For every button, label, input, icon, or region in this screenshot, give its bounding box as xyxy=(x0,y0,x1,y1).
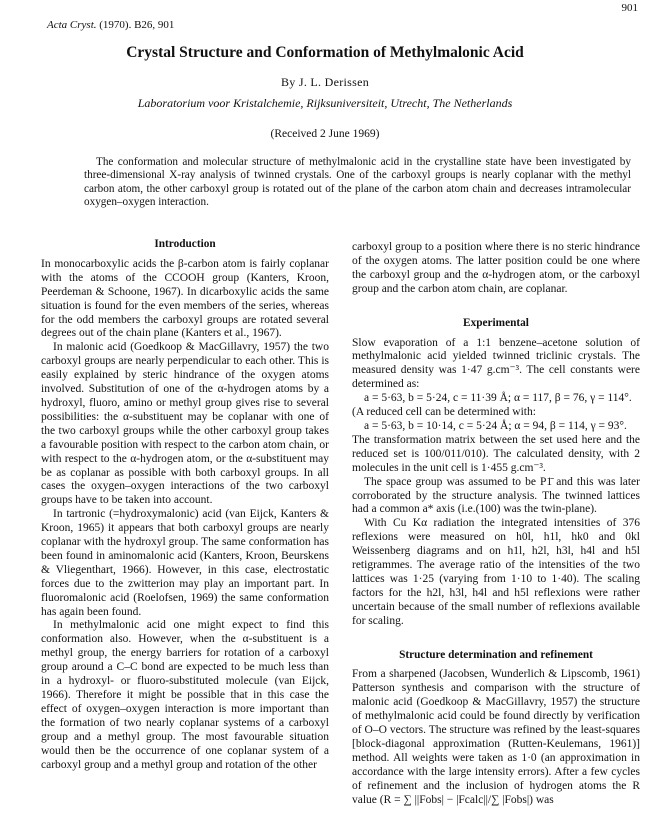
intro-paragraph-2: In malonic acid (Goedkoop & MacGillavry, 1957) the two carboxyl groups are nearly perpendicular to each other. This is easily explained by steric hindrance of the oxygen atoms involved. Substitution of one of the α-hydrogen atoms by a hydroxyl, fluoro, amino or methyl group gives rise to several possibilities: the α-substituent may be coplanar with one of the two carboxyl groups while the other carboxyl group takes a favourable position with respect to the carbon atom chain, or with respect to the α-hydrogen atom, or the α-substituent may be as coplanar as possible with both carboxyl groups. In all cases the oxygen–oxygen interactions of the two carboxyl groups have to be taken into account. xyxy=(41,341,329,507)
section-heading-introduction: Introduction xyxy=(154,238,216,250)
left-column xyxy=(41,232,329,772)
section-heading-experimental: Experimental xyxy=(463,316,529,329)
article-author: By J. L. Derissen xyxy=(280,75,370,89)
received-date: (Received 2 June 1969) xyxy=(270,128,380,140)
journal-name: Acta Cryst. xyxy=(47,19,97,31)
reduced-cell-equation: a = 5·63, b = 10·14, c = 5·24 Å; α = 94, β = 114, γ = 93°. xyxy=(364,419,627,432)
journal-citation xyxy=(47,19,174,31)
experimental-paragraph-4: The space group was assumed to be P1̄ and this was later corroborated by the structure analysis. The twinned lattices had a common a* axis (i.e.(100) was the twin-plane). xyxy=(352,475,640,516)
intro-paragraph-3: In tartronic (=hydroxymalonic) acid (van Eijck, Kanters & Kroon, 1965) it appears that both carboxyl groups are nearly coplanar with the hydroxyl group. The same conformation has been found in aminomalonic acid (Kanters, Kroon, Beurskens & Vliegenthart, 1966). However, in this case, electrostatic forces due to the zwitterion may play an important part. In fluoromalonic acid (Roelofsen, 1969) the same conformation has again been found. xyxy=(41,508,329,618)
abstract: The conformation and molecular structure of methylmalonic acid in the crystalline state have been investigated by three-dimensional X-ray analysis of twinned crystals. One of the carboxyl groups is nearly coplanar with the methyl carbon atom, the other carboxyl group is rotated out of the plane of the carbon atom chain and decreases intramolecular oxygen–oxygen interaction. xyxy=(84,156,631,209)
journal-volume: (1970). B26, 901 xyxy=(96,19,175,31)
intro-paragraph-1: In monocarboxylic acids the β-carbon atom is fairly coplanar with the atoms of the CCOOH group (Kanters, Kroon, Peerdeman & Schoone, 1967). In dicarboxylic acids the same situation is found for the even members of the series, whereas for the odd members the carboxyl groups are rotated several degrees out of the chain plane (Kanters et al., 1967). xyxy=(41,257,329,340)
experimental-paragraph-3: The transformation matrix between the set used here and the reduced set is 100/011/010). The calculated density, with 2 molecules in the unit cell is 1·455 g.cm⁻³. xyxy=(352,433,640,474)
author-affiliation: Laboratorium voor Kristalchemie, Rijksuniversiteit, Utrecht, The Netherlands xyxy=(137,96,513,110)
right-column xyxy=(352,241,640,808)
experimental-paragraph-2: (A reduced cell can be determined with: xyxy=(352,406,536,419)
article-title: Crystal Structure and Conformation of Methylmalonic Acid xyxy=(126,44,524,61)
intro-paragraph-4: In methylmalonic acid one might expect to find this conformation also. However, when the α-substituent is a methyl group, the energy barriers for rotation of a carboxyl group around a C–C bond are expected to be much less than in a hydroxyl- or fluoro-substituted molecule (van Eijck, 1966). Therefore it might be possible that in this case the effect of oxygen–oxygen interaction is more important than the formation of two nearly coplanar systems of a carboxyl group and a methyl group. The most favourable situation would then be the occurrence of one coplanar system of a carboxyl group and a methyl group and rotation of the other xyxy=(41,619,329,771)
structure-paragraph-1: From a sharpened (Jacobsen, Wunderlich & Lipscomb, 1961) Patterson synthesis and comparison with the structure of malonic acid (Goedkoop & MacGillavry, 1957) the structure of methylmalonic acid could be found directly by verification of O–O vectors. The structure was refined by the least-squares [block-diagonal approximation (Rutten-Keulemans, 1961)] method. All weights were taken as 1·0 (an approximation in accordance with the large intensity errors). After a few cycles of refinement and the inclusion of hydrogen atoms the R value (R = ∑ ||Fobs| − |Fcalc||/∑ |Fobs|) was xyxy=(352,668,640,806)
section-heading-structure: Structure determination and refinement xyxy=(399,648,593,661)
intro-continuation: carboxyl group to a position where there is no steric hindrance of the oxygen atoms. The latter position could be one where the carboxyl group and the α-hydrogen atom, or the carboxyl group and the carbon atom chain, are coplanar. xyxy=(352,241,640,295)
experimental-paragraph-1: Slow evaporation of a 1:1 benzene–acetone solution of methylmalonic acid yielded twinned triclinic crystals. The measured density was 1·47 g.cm⁻³. The cell constants were determined as: xyxy=(352,336,640,391)
cell-constants-equation: a = 5·63, b = 5·24, c = 11·39 Å; α = 117, β = 76, γ = 114°. xyxy=(364,392,632,405)
experimental-paragraph-5: With Cu Kα radiation the integrated intensities of 376 reflexions were measured on h0l, h1l, hk0 and 0kl Weissenberg diagrams and on h1l, h2l, h3l, h4l and h5l retigrammes. The average ratio of the intensities of the two lattices was 1·25 (varying from 1·10 to 1·40). The scaling factors for the h2l, h3l, h4l and h5l reflexions were rather uncertain because of the small number of reflexions available for scaling. xyxy=(352,517,640,627)
page-number: 901 xyxy=(621,2,638,14)
